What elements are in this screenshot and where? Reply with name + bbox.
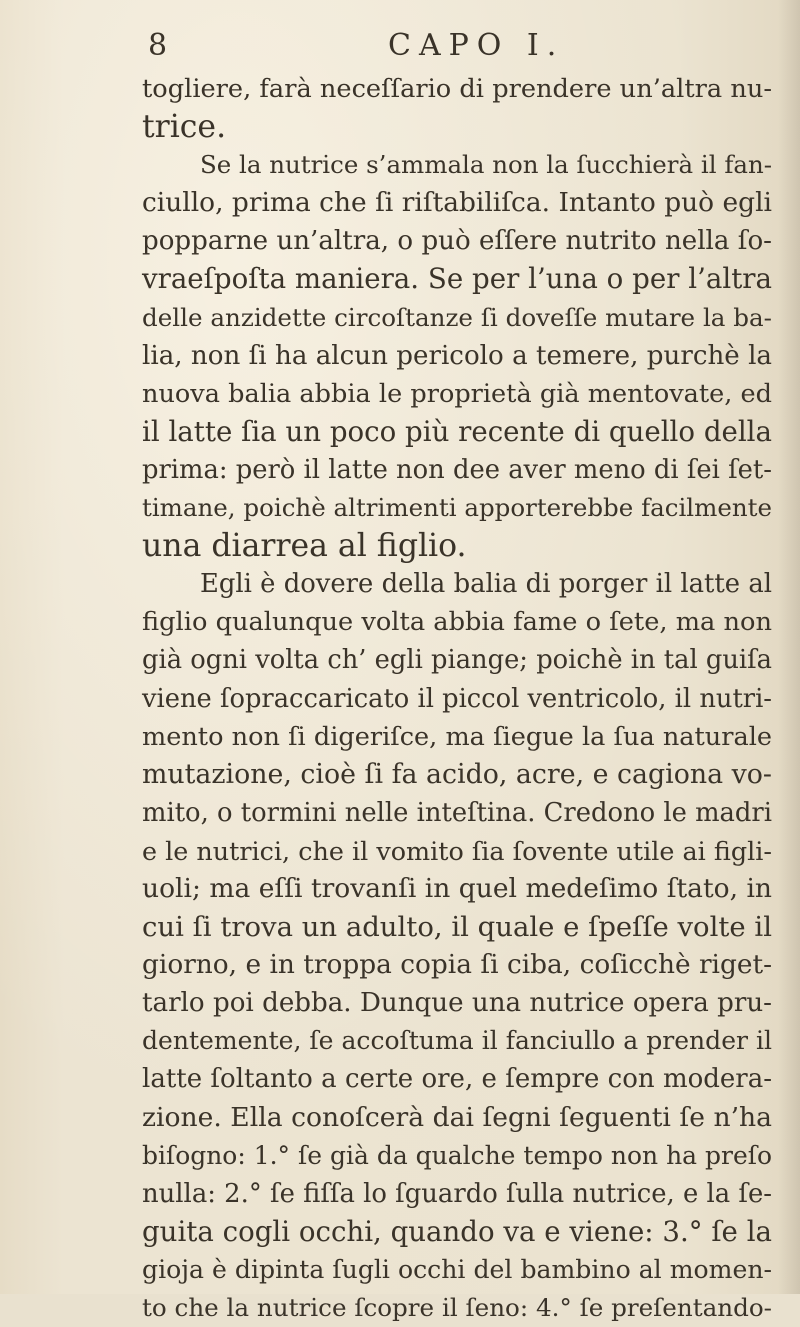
page-edge-shadow [778, 0, 800, 1294]
text-line: dentemente, ſe accoſtuma il fanciullo a prender il [142, 1026, 772, 1056]
text-line: nulla: 2.° ſe fiſſa lo ſguardo ſulla nutrice, e la ſe- [142, 1178, 772, 1209]
text-line: popparne un’altra, o può eſſere nutrito nella ſo- [142, 226, 772, 257]
running-head: CAPO I. [388, 28, 565, 63]
page-number: 8 [148, 28, 168, 63]
text-line: il latte ſia un poco più recente di quello della [142, 414, 772, 448]
text-line: timane, poichè altrimenti apporterebbe facilmente [142, 493, 772, 523]
text-line: giorno, e in troppa copia ſi ciba, coſicchè riget- [142, 950, 772, 981]
paragraph-start-line: Se la nutrice s’ammala non la ſucchierà il fan- [200, 150, 772, 180]
text-line: togliere, farà neceſſario di prendere un’altra nu- [142, 74, 772, 104]
text-line: già ogni volta ch’ egli piange; poichè in tal guiſa [142, 645, 772, 676]
text-line: delle anzidette circoſtanze ſi doveſſe mutare la ba- [142, 302, 772, 332]
text-line: guita cogli occhi, quando va e viene: 3.° ſe la [142, 1214, 772, 1248]
text-line: e le nutrici, che il vomito ſia ſovente utile ai figli- [142, 835, 772, 866]
text-line: zione. Ella conoſcerà dai ſegni ſeguenti ſe n’ha [142, 1101, 772, 1133]
text-line: gioja è dipinta ſugli occhi del bambino al momen- [142, 1254, 772, 1284]
text-line: uoli; ma eſſi trovanſi in quel medeſimo ſtato, in [142, 872, 772, 904]
text-line: to che la nutrice ſcopre il ſeno: 4.° ſe preſentando- [142, 1293, 772, 1322]
text-line: lia, non ſi ha alcun pericolo a temere, purchè la [142, 340, 772, 371]
text-line: vraeſpoſta maniera. Se per l’una o per l’altra [142, 262, 772, 296]
text-line: ciullo, prima che ſi riſtabiliſca. Intanto può egli [142, 187, 772, 219]
text-line: viene ſopraccaricato il piccol ventricolo, il nutri- [142, 683, 772, 714]
text-line: mito, o tormini nelle inteſtina. Credono le madri [142, 797, 772, 828]
text-line: mutazione, cioè ſi fa acido, acre, e cagiona vo- [142, 758, 772, 790]
text-line: nuova balia abbia le proprietà già mentovate, ed [142, 378, 772, 409]
text-line: latte ſoltanto a certe ore, e ſempre con modera- [142, 1064, 772, 1095]
text-line: figlio qualunque volta abbia fame o ſete, ma non [142, 607, 772, 638]
text-line: una diarrea al figlio. [142, 528, 467, 565]
text-line: biſogno: 1.° ſe già da qualche tempo non ha preſo [142, 1140, 772, 1170]
page-header [148, 28, 748, 68]
body-text [142, 70, 772, 1327]
text-line: mento non ſi digeriſce, ma ſiegue la ſua naturale [142, 721, 772, 752]
text-line: trice. [142, 109, 227, 146]
text-line: prima: però il latte non dee aver meno di ſei ſet- [142, 454, 772, 485]
text-line: tarlo poi debba. Dunque una nutrice opera pru- [142, 988, 772, 1019]
paragraph-start-line: Egli è dovere della balia di porger il latte al [200, 569, 772, 600]
text-line: cui ſi trova un adulto, il quale e ſpeſſe volte il [142, 911, 772, 944]
